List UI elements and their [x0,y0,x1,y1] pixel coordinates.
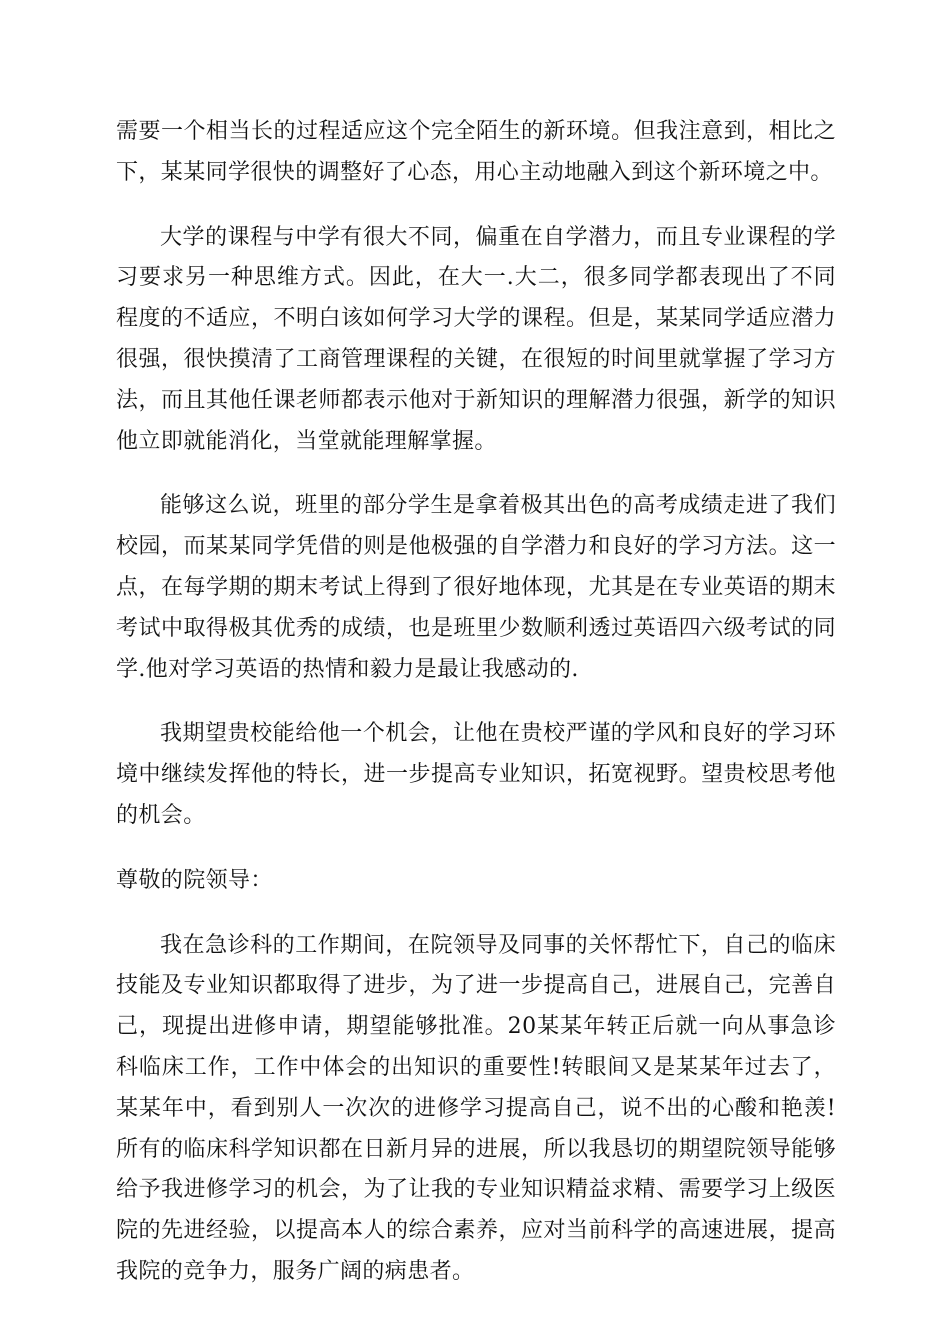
document-body [116,112,836,1317]
paragraph-course-study: 大学的课程与中学有很大不同，偏重在自学潜力，而且专业课程的学习要求另一种思维方式。因此，在大一.大二，很多同学都表现出了不同程度的不适应，不明白该如何学习大学的课程。但是，某某同学适应潜力很强，很快摸清了工商管理课程的关键，在很短的时间里就掌握了学习方法，而且其他任课老师都表示他对于新知识的理解潜力很强，新学的知识他立即就能消化，当堂就能理解掌握。 [116,224,836,454]
letter-salutation: 尊敬的院领导： [116,867,273,893]
letter-body-paragraph: 我在急诊科的工作期间，在院领导及同事的关怀帮忙下，自己的临床技能及专业知识都取得了进步，为了进一步提高自己，进展自己，完善自己，现提出进修申请，期望能够批准。20某某年转正后就一向从事急诊科临床工作，工作中体会的出知识的重要性!转眼间又是某某年过去了，某某年中，看到别人一次次的进修学习提高自己，说不出的心酸和艳羡!所有的临床科学知识都在日新月异的进展，所以我恳切的期望院领导能够给予我进修学习的机会，为了让我的专业知识精益求精、需要学习上级医院的先进经验，以提高本人的综合素养，应对当前科学的高速进展，提高我院的竞争力，服务广阔的病患者。 [116,932,836,1284]
paragraph-self-study: 能够这么说，班里的部分学生是拿着极其出色的高考成绩走进了我们校园，而某某同学凭借的则是他极强的自学潜力和良好的学习方法。这一点，在每学期的期末考试上得到了很好地体现，尤其是在专业英语的期末考试中取得极其优秀的成绩，也是班里少数顺利透过英语四六级考试的同学.他对学习英语的热情和毅力是最让我感动的. [116,493,836,682]
paragraph-continuation: 需要一个相当长的过程适应这个完全陌生的新环境。但我注意到，相比之下，某某同学很快的调整好了心态，用心主动地融入到这个新环境之中。 [116,119,836,185]
paragraph-recommendation: 我期望贵校能给他一个机会，让他在贵校严谨的学风和良好的学习环境中继续发挥他的特长，进一步提高专业知识，拓宽视野。望贵校思考他的机会。 [116,721,836,828]
